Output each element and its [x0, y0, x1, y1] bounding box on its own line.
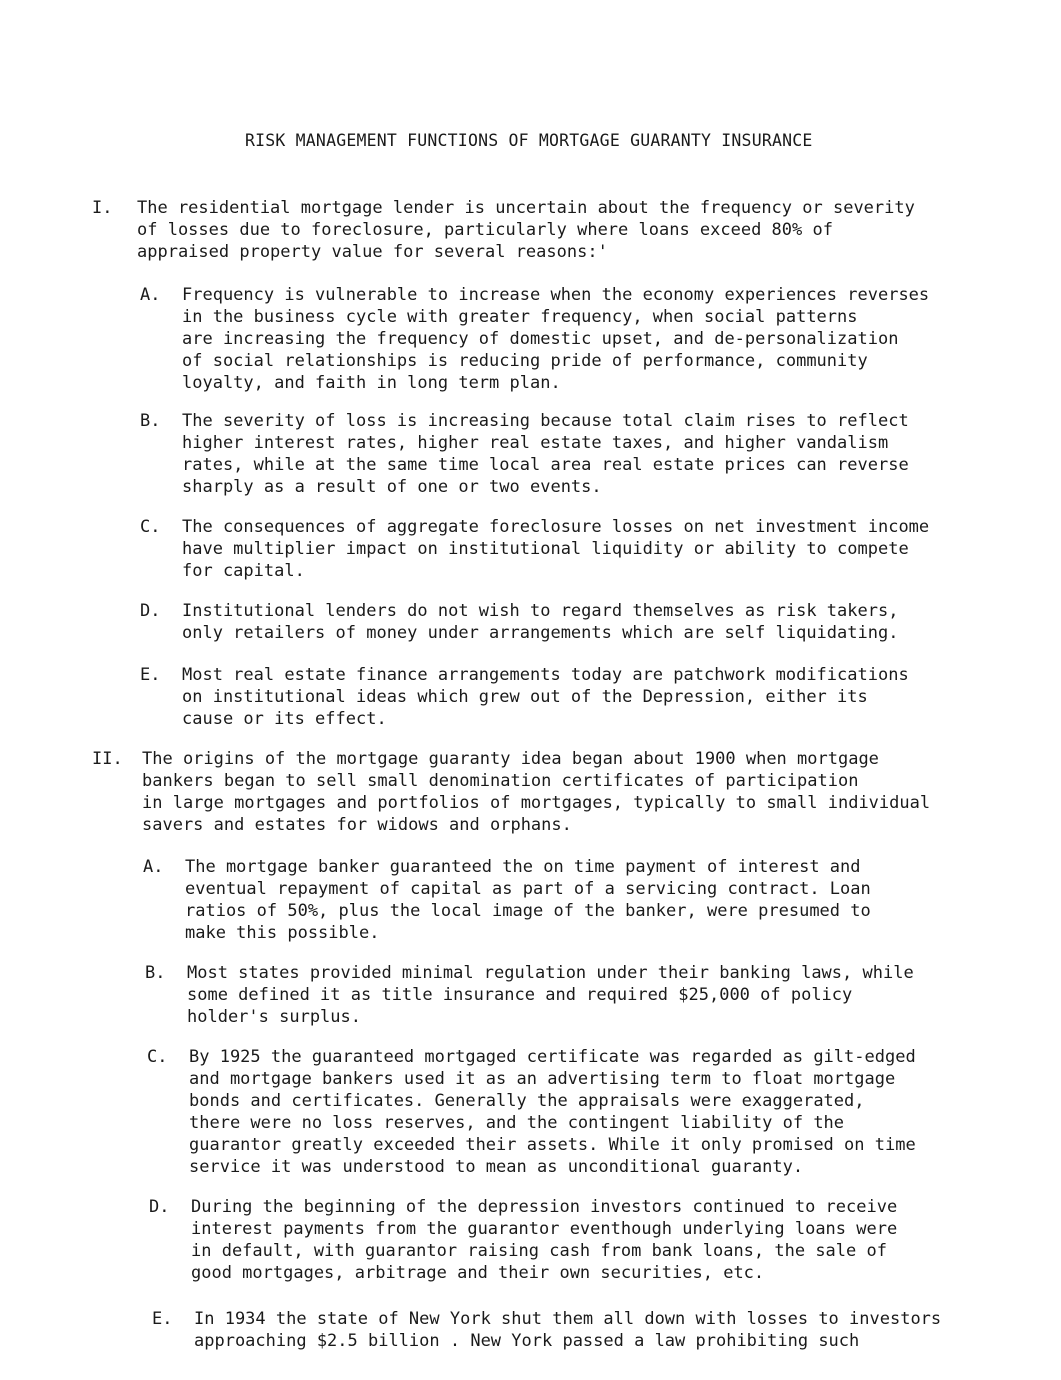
- text-line: good mortgages, arbitrage and their own securities, etc.: [191, 1263, 765, 1283]
- text-line: in default, with guarantor raising cash from bank loans, the sale of: [191, 1241, 887, 1261]
- text-line: cause or its effect.: [182, 709, 387, 729]
- item-letter: B.: [140, 411, 161, 431]
- text-line: approaching $2.5 billion . New York passed a law prohibiting such: [194, 1331, 860, 1351]
- text-line: bankers began to sell small denomination certificates of participation: [142, 771, 859, 791]
- text-line: ratios of 50%, plus the local image of the banker, were presumed to: [185, 901, 871, 921]
- item-text: [182, 516, 929, 582]
- item-text: [182, 664, 909, 730]
- text-line: appraised property value for several reasons:': [137, 242, 608, 262]
- text-line: eventual repayment of capital as part of a servicing contract. Loan: [185, 879, 871, 899]
- text-line: some defined it as title insurance and required $25,000 of policy: [187, 985, 853, 1005]
- text-line: only retailers of money under arrangements which are self liquidating.: [182, 623, 899, 643]
- text-line: holder's surplus.: [187, 1007, 361, 1027]
- text-line: have multiplier impact on institutional liquidity or ability to compete: [182, 539, 909, 559]
- item-text: [182, 600, 898, 644]
- text-line: savers and estates for widows and orphans.: [142, 815, 572, 835]
- item-text: [194, 1308, 941, 1352]
- text-line: for capital.: [182, 561, 305, 581]
- text-line: sharply as a result of one or two events.: [182, 477, 602, 497]
- item-letter: D.: [140, 601, 161, 621]
- item-text: [185, 856, 871, 944]
- text-line: The origins of the mortgage guaranty idea began about 1900 when mortgage: [142, 749, 879, 769]
- item-text: [191, 1196, 897, 1284]
- text-line: of social relationships is reducing pride of performance, community: [182, 351, 868, 371]
- text-line: In 1934 the state of New York shut them all down with losses to investors: [194, 1309, 942, 1329]
- text-line: Frequency is vulnerable to increase when the economy experiences reverses: [182, 285, 930, 305]
- item-letter: E.: [140, 665, 161, 685]
- text-line: in the business cycle with greater frequency, when social patterns: [182, 307, 858, 327]
- text-line: During the beginning of the depression investors continued to receive: [191, 1197, 898, 1217]
- item-text: [189, 1046, 916, 1178]
- item-letter: D.: [149, 1197, 170, 1217]
- text-line: Most states provided minimal regulation under their banking laws, while: [187, 963, 914, 983]
- section-intro: [137, 197, 915, 263]
- text-line: and mortgage bankers used it as an advertising term to float mortgage: [189, 1069, 896, 1089]
- item-letter: E.: [152, 1309, 173, 1329]
- item-text: [182, 410, 909, 498]
- item-letter: A.: [140, 285, 161, 305]
- text-line: service it was understood to mean as unconditional guaranty.: [189, 1157, 804, 1177]
- text-line: interest payments from the guarantor eventhough underlying loans were: [191, 1219, 898, 1239]
- text-line: By 1925 the guaranteed mortgaged certificate was regarded as gilt-edged: [189, 1047, 916, 1067]
- text-line: of losses due to foreclosure, particularly where loans exceed 80% of: [137, 220, 833, 240]
- text-line: loyalty, and faith in long term plan.: [182, 373, 561, 393]
- text-line: make this possible.: [185, 923, 380, 943]
- item-letter: C.: [147, 1047, 168, 1067]
- item-text: [182, 284, 929, 394]
- section-number: I.: [92, 198, 113, 218]
- text-line: rates, while at the same time local area real estate prices can reverse: [182, 455, 909, 475]
- item-text: [187, 962, 914, 1028]
- text-line: higher interest rates, higher real estate taxes, and higher vandalism: [182, 433, 889, 453]
- page-title: RISK MANAGEMENT FUNCTIONS OF MORTGAGE GUARANTY INSURANCE: [245, 131, 813, 150]
- item-letter: A.: [143, 857, 164, 877]
- text-line: The residential mortgage lender is uncertain about the frequency or severity: [137, 198, 915, 218]
- text-line: guarantor greatly exceeded their assets. While it only promised on time: [189, 1135, 916, 1155]
- section-number: II.: [92, 749, 123, 769]
- text-line: The severity of loss is increasing because total claim rises to reflect: [182, 411, 909, 431]
- item-letter: C.: [140, 517, 161, 537]
- text-line: in large mortgages and portfolios of mortgages, typically to small individual: [142, 793, 931, 813]
- text-line: are increasing the frequency of domestic upset, and de-personalization: [182, 329, 899, 349]
- text-line: Most real estate finance arrangements today are patchwork modifications: [182, 665, 909, 685]
- text-line: Institutional lenders do not wish to regard themselves as risk takers,: [182, 601, 899, 621]
- text-line: The mortgage banker guaranteed the on time payment of interest and: [185, 857, 861, 877]
- text-line: on institutional ideas which grew out of the Depression, either its: [182, 687, 868, 707]
- section-intro: [142, 748, 930, 836]
- item-letter: B.: [145, 963, 166, 983]
- text-line: bonds and certificates. Generally the appraisals were exaggerated,: [189, 1091, 865, 1111]
- text-line: The consequences of aggregate foreclosure losses on net investment income: [182, 517, 930, 537]
- text-line: there were no loss reserves, and the contingent liability of the: [189, 1113, 845, 1133]
